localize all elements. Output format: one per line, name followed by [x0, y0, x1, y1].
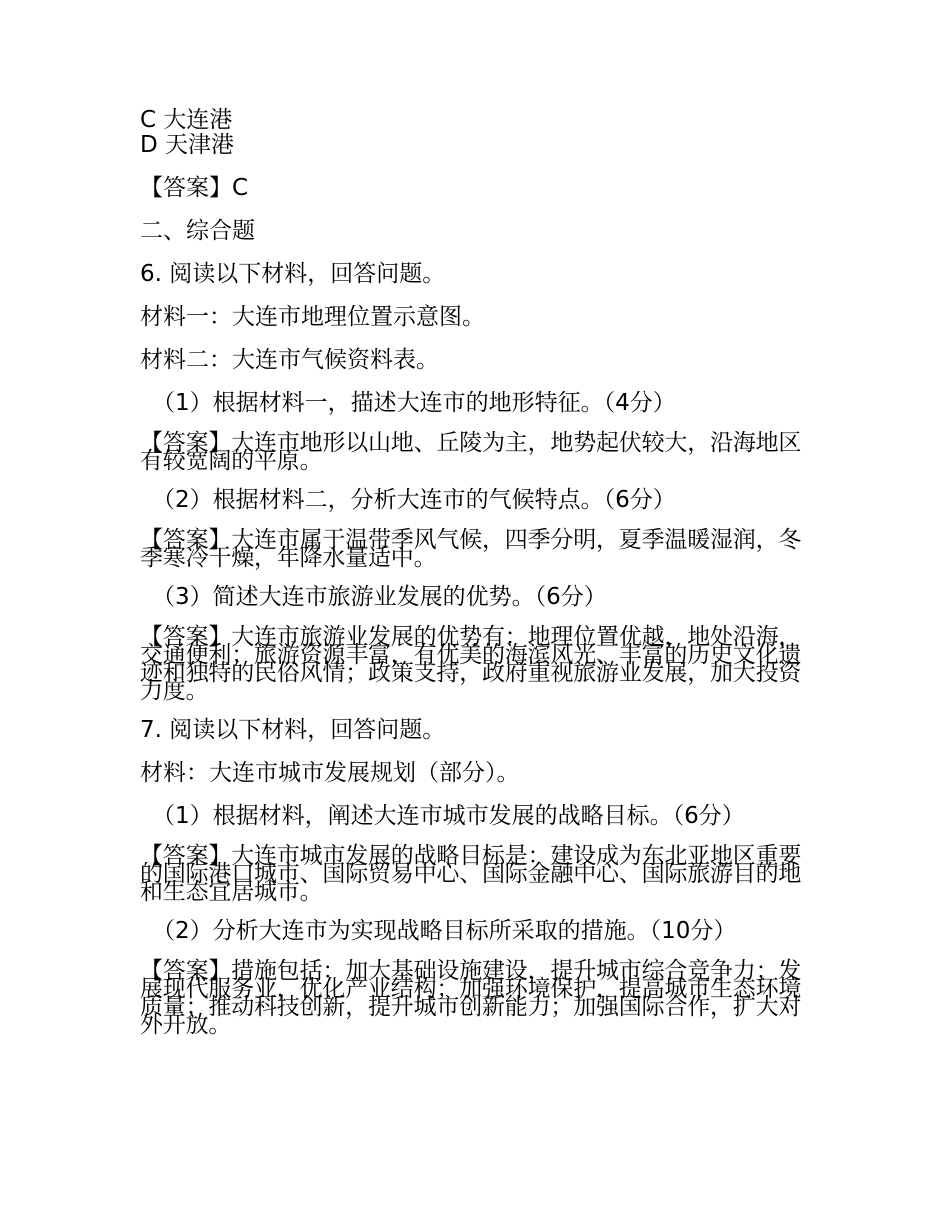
answer-options: [140, 108, 812, 158]
document-page: [140, 107, 812, 1038]
question-6-title: 6. 阅读以下材料，回答问题。: [140, 261, 446, 287]
option-c: C 大连港: [140, 107, 233, 133]
section-title: 二、综合题: [140, 218, 255, 244]
option-d: D 天津港: [140, 132, 235, 158]
question-6-sub-2: （2）根据材料二，分析大连市的气候特点。（6分）: [152, 487, 676, 513]
question-7-answer-1: 【答案】大连市城市发展的战略目标是：建设成为东北亚地区重要的国际港口城市、国际贸易中心、国际金融中心、国际旅游目的地和生态宜居城市。: [140, 843, 802, 905]
question-6-sub-3: （3）简述大连市旅游业发展的优势。（6分）: [152, 584, 607, 610]
question-6-sub-1: （1）根据材料一，描述大连市的地形特征。（4分）: [152, 390, 676, 416]
question-6-material-2: 材料二：大连市气候资料表。: [140, 347, 439, 373]
question-6-answer-2: 【答案】大连市属于温带季风气候，四季分明，夏季温暖湿润，冬季寒冷干燥，年降水量适中。: [140, 527, 802, 571]
question-7-title: 7. 阅读以下材料，回答问题。: [140, 717, 446, 743]
question-7-answer-2: 【答案】措施包括：加大基础设施建设，提升城市综合竞争力；发展现代服务业，优化产业结构；加强环境保护，提高城市生态环境质量；推动科技创新，提升城市创新能力；加强国际合作，扩大对外开放。: [140, 958, 802, 1038]
question-6-material-1: 材料一：大连市地理位置示意图。: [140, 304, 485, 330]
question-6-answer-1: 【答案】大连市地形以山地、丘陵为主，地势起伏较大，沿海地区有较宽阔的平原。: [140, 430, 802, 474]
question-7-material: 材料：大连市城市发展规划（部分）。: [140, 760, 520, 786]
question-6-answer-3: 【答案】大连市旅游业发展的优势有：地理位置优越，地处沿海，交通便利；旅游资源丰富，有优美的海滨风光、丰富的历史文化遗迹和独特的民俗风情；政策支持，政府重视旅游业发展，加大投资力度。: [140, 624, 802, 704]
question-7-sub-1: （1）根据材料，阐述大连市城市发展的战略目标。（6分）: [152, 803, 745, 829]
question-7-sub-2: （2）分析大连市为实现战略目标所采取的措施。（10分）: [152, 918, 737, 944]
mc-answer: 【答案】C: [140, 175, 249, 201]
